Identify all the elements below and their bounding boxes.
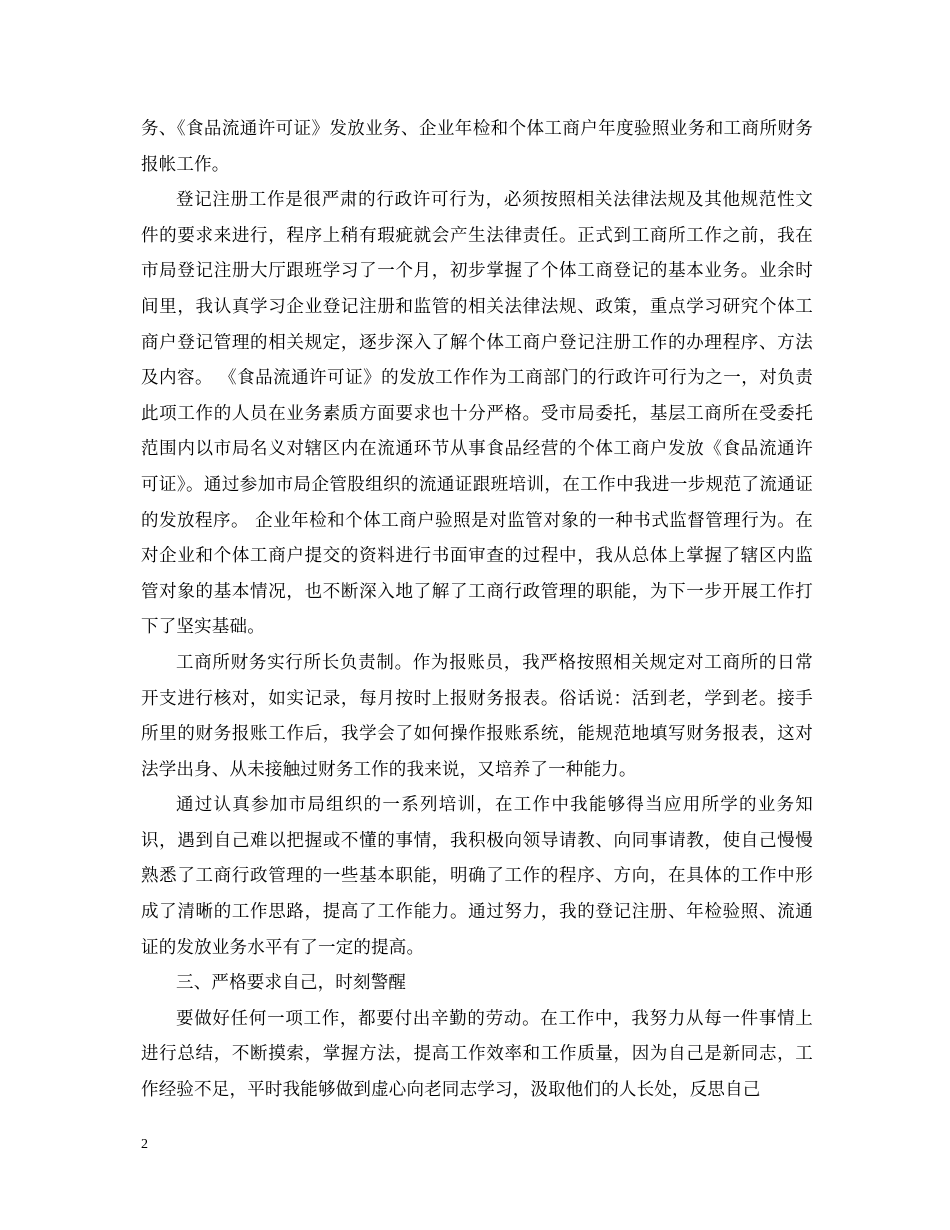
paragraph-2: 登记注册工作是很严肃的行政许可行为，必须按照相关法律法规及其他规范性文件的要求来进行，程序上稍有瑕疵就会产生法律责任。正式到工商所工作之前，我在市局登记注册大厅跟班学习了一个月，初步掌握了个体工商登记的基本业务。业余时间里，我认真学习企业登记注册和监管的相关法律法规、政策，重点学习研究个体工商户登记管理的相关规定，逐步深入了解个体工商户登记注册工作的办理程序、方法及内容。 《食品流通许可证》的发放工作作为工商部门的行政许可行为之一，对负责此项工作的人员在业务素质方面要求也十分严格。受市局委托，基层工商所在受委托范围内以市局名义对辖区内在流通环节从事食品经营的个体工商户发放《食品流通许可证》。通过参加市局企管股组织的流通证跟班培训，在工作中我进一步规范了流通证的发放程序。 企业年检和个体工商户验照是对监管对象的一种书式监督管理行为。在对企业和个体工商户提交的资料进行书面审查的过程中，我从总体上掌握了辖区内监管对象的基本情况，也不断深入地了解了工商行政管理的职能，为下一步开展工作打下了坚实基础。: [141, 190, 813, 638]
section-heading: 三、严格要求自己，时刻警醒: [176, 973, 407, 994]
paragraph-1: 务、《食品流通许可证》发放业务、企业年检和个体工商户年度验照业务和工商所财务报帐工作。: [141, 119, 813, 175]
document-body: [141, 112, 813, 1109]
paragraph-3: 工商所财务实行所长负责制。作为报账员，我严格按照相关规定对工商所的日常开支进行核对，如实记录，每月按时上报财务报表。俗话说：活到老，学到老。接手所里的财务报账工作后，我学会了如何操作报账系统，能规范地填写财务报表，这对法学出身、从未接触过财务工作的我来说，又培养了一种能力。: [141, 652, 813, 780]
paragraph-4: 通过认真参加市局组织的一系列培训，在工作中我能够得当应用所学的业务知识，遇到自己难以把握或不懂的事情，我积极向领导请教、向同事请教，使自己慢慢熟悉了工商行政管理的一些基本职能，明确了工作的程序、方向，在具体的工作中形成了清晰的工作思路，提高了工作能力。通过努力，我的登记注册、年检验照、流通证的发放业务水平有了一定的提高。: [141, 795, 813, 958]
paragraph-5: 要做好任何一项工作，都要付出辛勤的劳动。在工作中，我努力从每一件事情上进行总结，不断摸索，掌握方法，提高工作效率和工作质量，因为自己是新同志，工作经验不足，平时我能够做到虚心向老同志学习，汲取他们的人长处，反思自己: [141, 1008, 813, 1101]
page-number: 2: [141, 1137, 148, 1152]
